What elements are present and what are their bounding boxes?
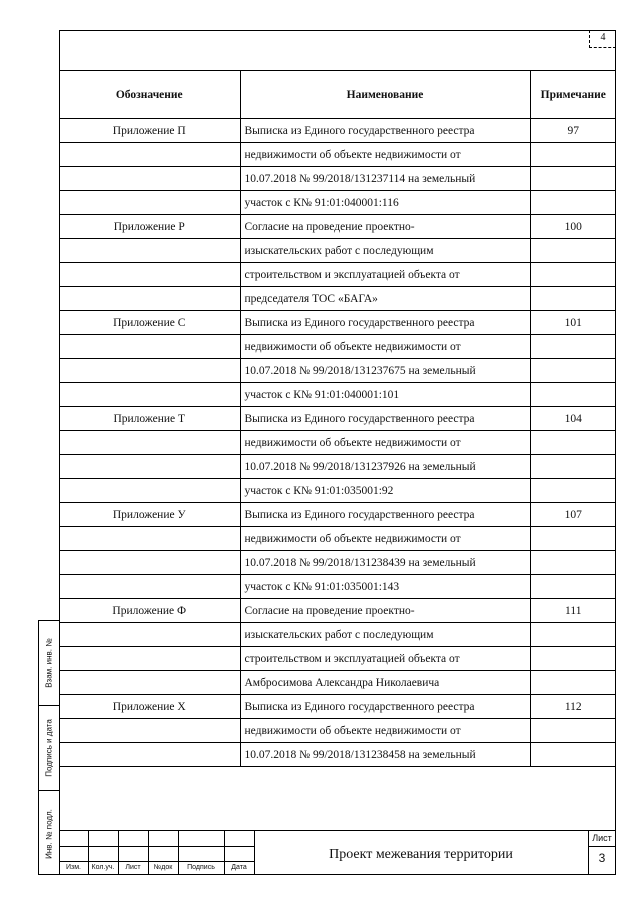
cell-designation bbox=[59, 359, 240, 383]
table-row bbox=[59, 143, 616, 167]
cell-note bbox=[530, 575, 616, 599]
cell-designation bbox=[59, 239, 240, 263]
table-row bbox=[59, 479, 616, 503]
cell-note bbox=[530, 743, 616, 767]
stamp-col-change: Изм. bbox=[66, 864, 81, 871]
cell-designation: Приложение Т bbox=[59, 407, 240, 431]
cell-designation bbox=[59, 719, 240, 743]
cell-name: участок с К№ 91:01:040001:116 bbox=[240, 191, 530, 215]
cell-name: 10.07.2018 № 99/2018/131238439 на земельный bbox=[240, 551, 530, 575]
side-label-signature: Подпись и дата bbox=[44, 719, 54, 777]
cell-designation bbox=[59, 431, 240, 455]
cell-name: Выписка из Единого государственного реестра bbox=[240, 311, 530, 335]
cell-designation bbox=[59, 167, 240, 191]
table-row bbox=[59, 215, 616, 239]
table-row bbox=[59, 551, 616, 575]
cell-name: 10.07.2018 № 99/2018/131237675 на земельный bbox=[240, 359, 530, 383]
table-row bbox=[59, 503, 616, 527]
side-cell-replacement bbox=[39, 621, 59, 706]
cell-designation bbox=[59, 143, 240, 167]
table-row bbox=[59, 287, 616, 311]
cell-name: Выписка из Единого государственного реестра bbox=[240, 119, 530, 143]
side-cell-original bbox=[39, 791, 59, 876]
cell-note: 111 bbox=[530, 599, 616, 623]
table-row bbox=[59, 743, 616, 767]
side-label-replacement: Взам. инв. № bbox=[44, 638, 54, 688]
cell-name: участок с К№ 91:01:040001:101 bbox=[240, 383, 530, 407]
cell-name: Согласие на проведение проектно- bbox=[240, 599, 530, 623]
table-row bbox=[59, 335, 616, 359]
cell-note bbox=[530, 239, 616, 263]
cell-name: строительством и эксплуатацией объекта от bbox=[240, 647, 530, 671]
table-row bbox=[59, 383, 616, 407]
cell-note bbox=[530, 167, 616, 191]
table-row bbox=[59, 311, 616, 335]
cell-note: 97 bbox=[530, 119, 616, 143]
cell-note: 112 bbox=[530, 695, 616, 719]
table-row bbox=[59, 119, 616, 143]
sheet-number: 3 bbox=[598, 851, 606, 865]
cell-name: Амбросимова Александра Николаевича bbox=[240, 671, 530, 695]
table-row bbox=[59, 647, 616, 671]
table-row bbox=[59, 263, 616, 287]
cell-note: 107 bbox=[530, 503, 616, 527]
title-block bbox=[59, 830, 616, 875]
cell-designation bbox=[59, 671, 240, 695]
cell-note: 101 bbox=[530, 311, 616, 335]
table-row bbox=[59, 407, 616, 431]
cell-designation bbox=[59, 551, 240, 575]
cell-note bbox=[530, 143, 616, 167]
table-header-row bbox=[59, 71, 616, 119]
cell-name: 10.07.2018 № 99/2018/131237926 на земельный bbox=[240, 455, 530, 479]
table-row bbox=[59, 359, 616, 383]
page-number: 4 bbox=[589, 30, 616, 48]
cell-name: Выписка из Единого государственного реестра bbox=[240, 695, 530, 719]
cell-designation bbox=[59, 743, 240, 767]
header-designation: Обозначение bbox=[59, 71, 240, 119]
cell-note bbox=[530, 623, 616, 647]
document-title: Проект межевания территории bbox=[329, 847, 513, 862]
sheet-label: Лист bbox=[592, 833, 612, 843]
cell-designation bbox=[59, 383, 240, 407]
cell-note bbox=[530, 647, 616, 671]
cell-designation bbox=[59, 479, 240, 503]
document-table bbox=[59, 70, 616, 767]
cell-name: 10.07.2018 № 99/2018/131238458 на земельный bbox=[240, 743, 530, 767]
table-row bbox=[59, 167, 616, 191]
cell-designation: Приложение Ф bbox=[59, 599, 240, 623]
cell-note bbox=[530, 335, 616, 359]
cell-note bbox=[530, 287, 616, 311]
cell-name: участок с К№ 91:01:035001:92 bbox=[240, 479, 530, 503]
cell-note bbox=[530, 431, 616, 455]
cell-name: изыскательских работ с последующим bbox=[240, 239, 530, 263]
cell-note bbox=[530, 191, 616, 215]
cell-name: изыскательских работ с последующим bbox=[240, 623, 530, 647]
cell-designation bbox=[59, 287, 240, 311]
cell-designation: Приложение Х bbox=[59, 695, 240, 719]
stamp-col-sheet: Лист bbox=[125, 864, 141, 871]
cell-note bbox=[530, 263, 616, 287]
table-row bbox=[59, 719, 616, 743]
cell-name: Согласие на проведение проектно- bbox=[240, 215, 530, 239]
cell-designation bbox=[59, 191, 240, 215]
cell-note bbox=[530, 527, 616, 551]
cell-name: председателя ТОС «БАГА» bbox=[240, 287, 530, 311]
cell-note: 100 bbox=[530, 215, 616, 239]
cell-note bbox=[530, 359, 616, 383]
cell-note bbox=[530, 455, 616, 479]
cell-designation bbox=[59, 527, 240, 551]
header-name: Наименование bbox=[240, 71, 530, 119]
cell-designation bbox=[59, 575, 240, 599]
cell-note bbox=[530, 479, 616, 503]
cell-note bbox=[530, 671, 616, 695]
cell-name: Выписка из Единого государственного реестра bbox=[240, 503, 530, 527]
table-row bbox=[59, 671, 616, 695]
cell-note bbox=[530, 383, 616, 407]
cell-name: недвижимости об объекте недвижимости от bbox=[240, 527, 530, 551]
cell-designation bbox=[59, 455, 240, 479]
cell-designation: Приложение У bbox=[59, 503, 240, 527]
stamp-col-count: Кол.уч. bbox=[91, 864, 115, 871]
cell-name: недвижимости об объекте недвижимости от bbox=[240, 143, 530, 167]
cell-name: недвижимости об объекте недвижимости от bbox=[240, 335, 530, 359]
cell-note: 104 bbox=[530, 407, 616, 431]
cell-name: недвижимости об объекте недвижимости от bbox=[240, 719, 530, 743]
cell-designation bbox=[59, 263, 240, 287]
cell-name: 10.07.2018 № 99/2018/131237114 на земельный bbox=[240, 167, 530, 191]
cell-designation: Приложение С bbox=[59, 311, 240, 335]
cell-name: строительством и эксплуатацией объекта от bbox=[240, 263, 530, 287]
table-row bbox=[59, 623, 616, 647]
header-note: Примечание bbox=[530, 71, 616, 119]
cell-name: недвижимости об объекте недвижимости от bbox=[240, 431, 530, 455]
table-row bbox=[59, 455, 616, 479]
table-row bbox=[59, 431, 616, 455]
stamp-col-date: Дата bbox=[231, 864, 247, 871]
table-row bbox=[59, 575, 616, 599]
table-body bbox=[59, 119, 616, 767]
side-stamp bbox=[38, 620, 59, 875]
stamp-col-signature: Подпись bbox=[187, 864, 215, 871]
table-row bbox=[59, 599, 616, 623]
stamp-col-docnum: №док bbox=[153, 864, 173, 871]
table-row bbox=[59, 527, 616, 551]
table-row bbox=[59, 191, 616, 215]
side-label-original: Инв. № подл. bbox=[44, 808, 54, 859]
side-cell-signature bbox=[39, 706, 59, 791]
cell-name: Выписка из Единого государственного реестра bbox=[240, 407, 530, 431]
cell-designation bbox=[59, 623, 240, 647]
cell-name: участок с К№ 91:01:035001:143 bbox=[240, 575, 530, 599]
cell-designation bbox=[59, 335, 240, 359]
cell-note bbox=[530, 719, 616, 743]
table-row bbox=[59, 695, 616, 719]
cell-designation: Приложение Р bbox=[59, 215, 240, 239]
cell-designation bbox=[59, 647, 240, 671]
cell-designation: Приложение П bbox=[59, 119, 240, 143]
cell-note bbox=[530, 551, 616, 575]
table-row bbox=[59, 239, 616, 263]
